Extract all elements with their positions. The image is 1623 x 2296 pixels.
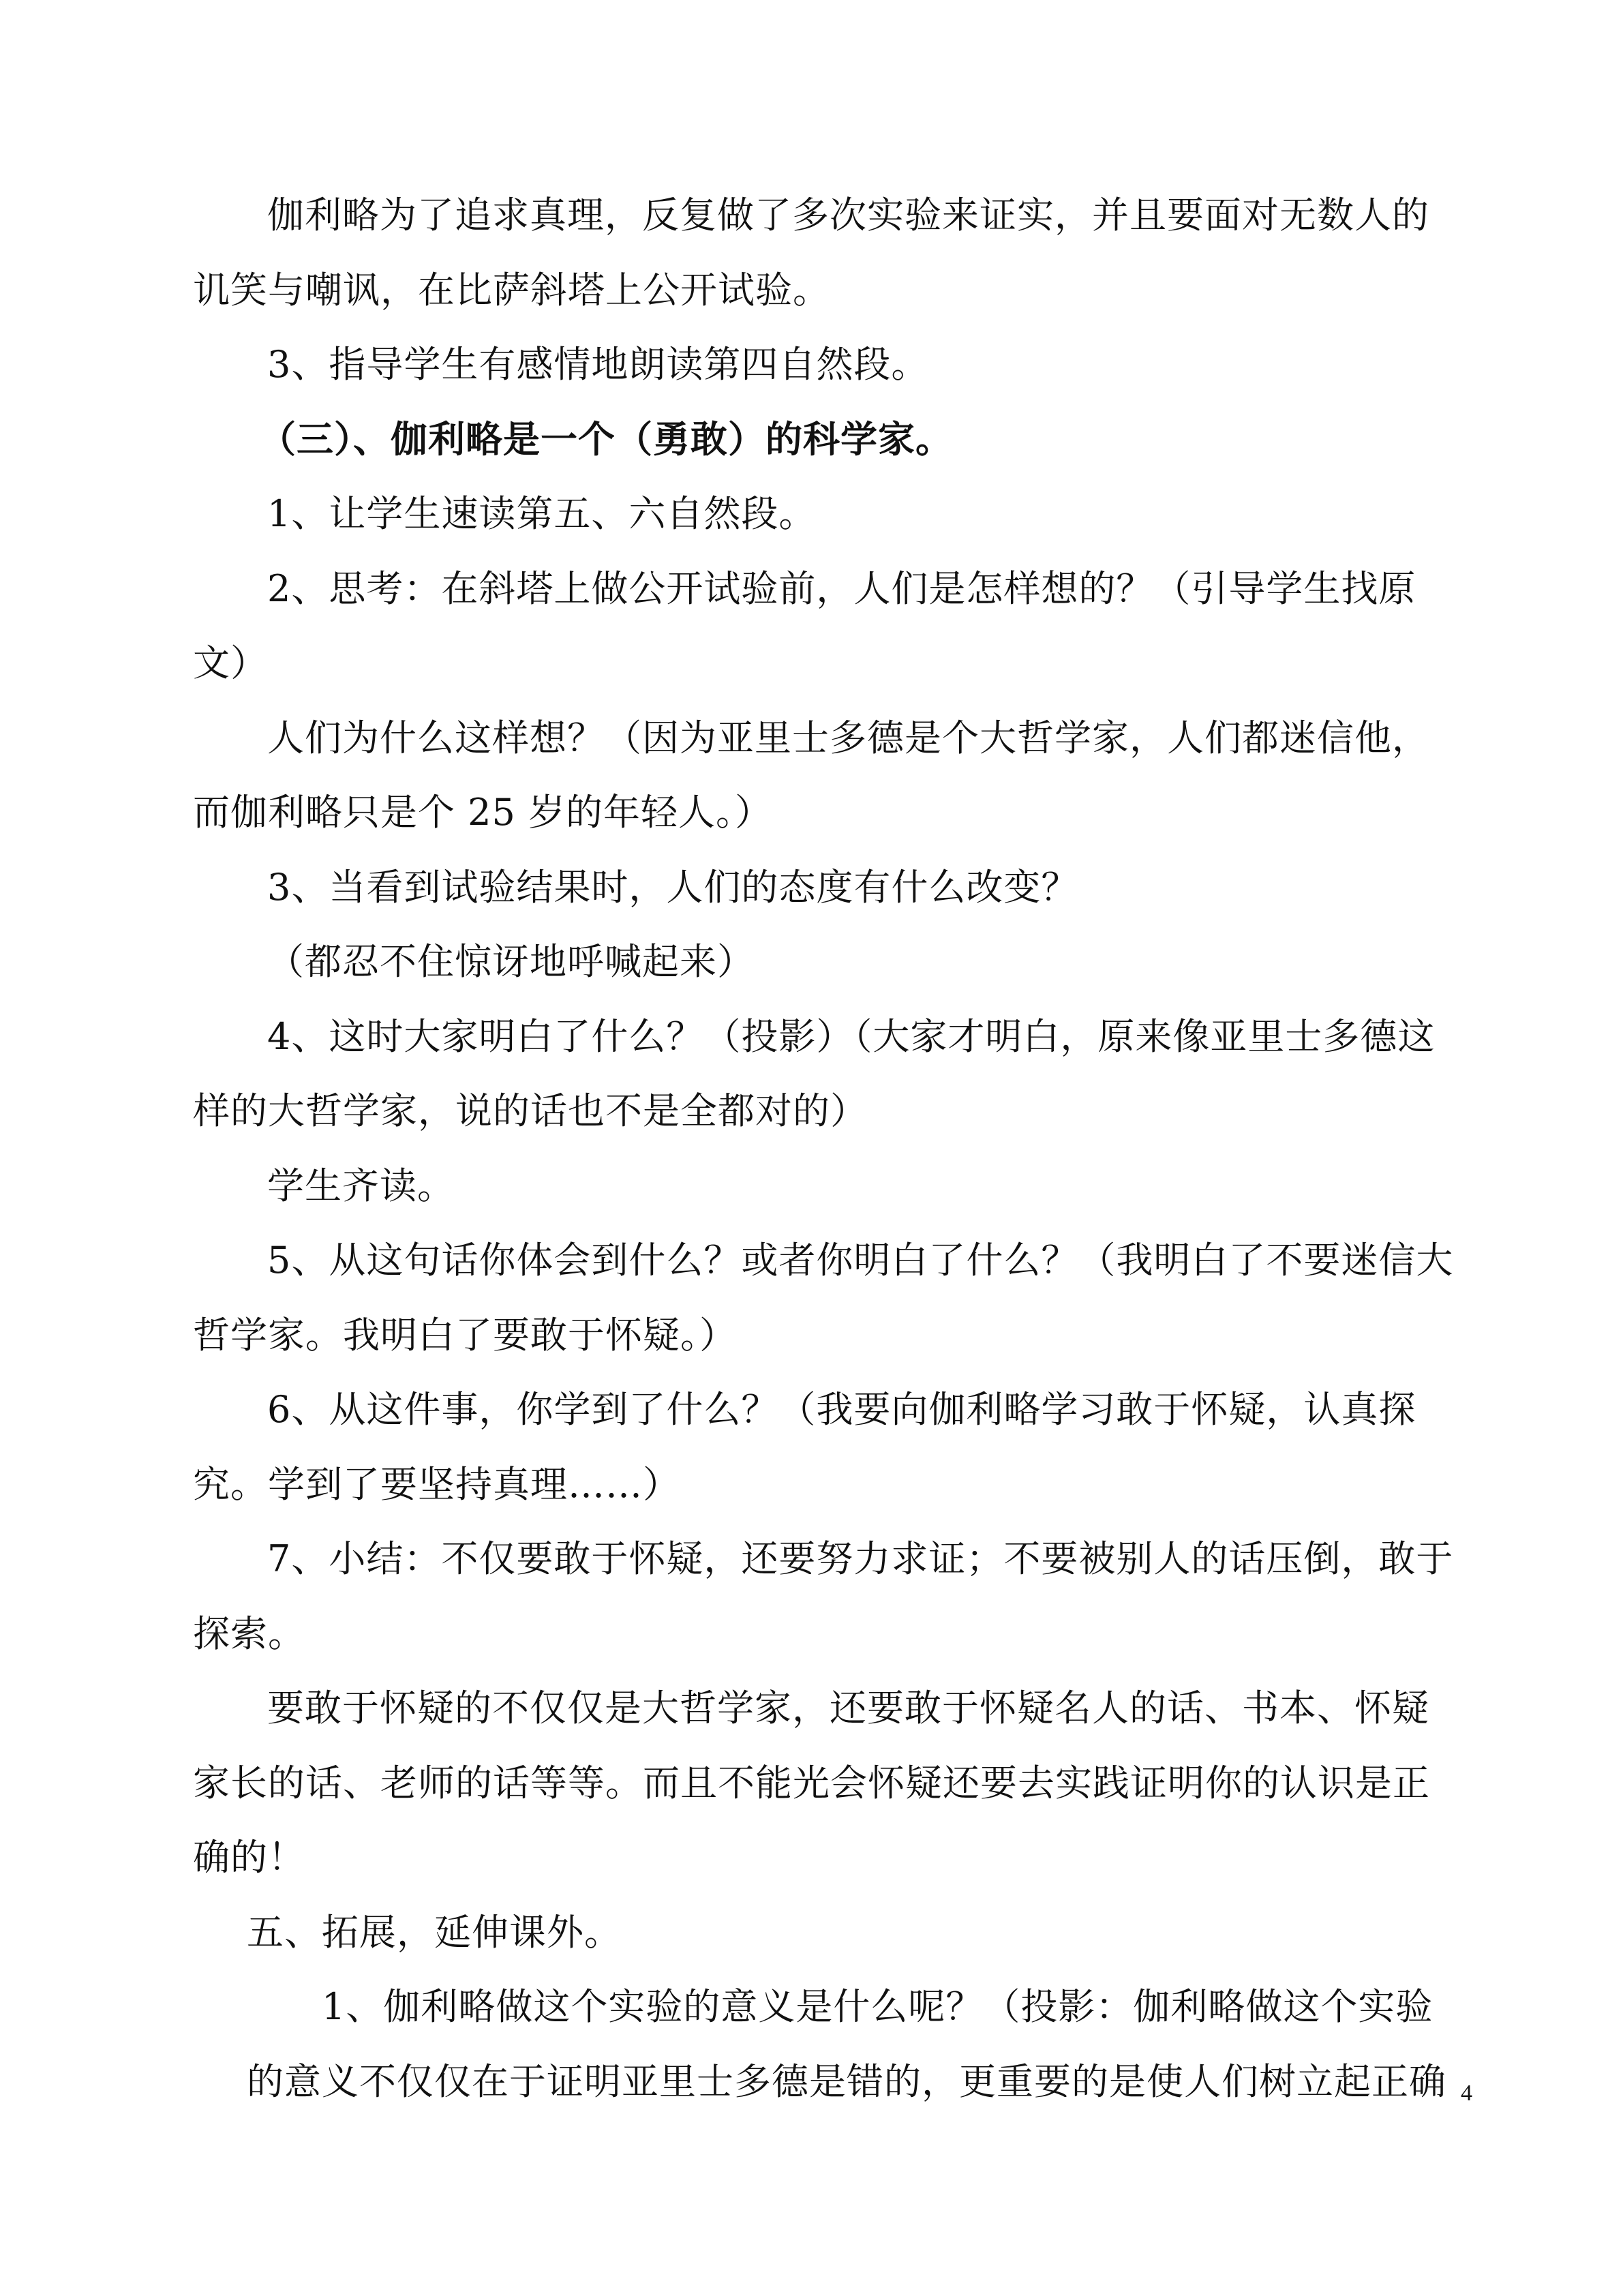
list-item-line: 6、从这件事，你学到了什么？（我要向伽利略学习敢于怀疑，认真探 — [267, 1388, 1416, 1431]
list-item-line: 1、让学生速读第五、六自然段。 — [267, 492, 817, 535]
paragraph-line: 讥笑与嘲讽，在比萨斜塔上公开试验。 — [193, 269, 830, 312]
paragraph-line: 哲学家。我明白了要敢于怀疑。） — [193, 1314, 737, 1357]
list-item-line: 5、从这句话你体会到什么？或者你明白了什么？（我明白了不要迷信大 — [267, 1239, 1454, 1282]
paragraph-line: （都忍不住惊讶地呼喊起来） — [267, 940, 755, 983]
paragraph-line: 伽利略为了追求真理，反复做了多次实验来证实，并且要面对无数人的 — [267, 194, 1429, 237]
list-item-line: 4、这时大家明白了什么？（投影）（大家才明白，原来像亚里士多德这 — [267, 1015, 1436, 1058]
list-item-line: 7、小结：不仅要敢于怀疑，还要努力求证；不要被别人的话压倒，敢于 — [267, 1537, 1454, 1580]
paragraph-line: 究。学到了要坚持真理……） — [193, 1463, 680, 1506]
paragraph-line: 要敢于怀疑的不仅仅是大哲学家，还要敢于怀疑名人的话、书本、怀疑 — [267, 1687, 1429, 1729]
paragraph-line: 的意义不仅仅在于证明亚里士多德是错的，更重要的是使人们树立起正确 — [247, 2060, 1446, 2103]
list-item-line: 2、思考：在斜塔上做公开试验前，人们是怎样想的？（引导学生找原 — [267, 567, 1416, 610]
paragraph-line: 探索。 — [193, 1612, 305, 1655]
paragraph-line: 人们为什么这样想？（因为亚里士多德是个大哲学家，人们都迷信他， — [267, 716, 1429, 759]
paragraph-line: 而伽利略只是个 25 岁的年轻人。） — [193, 791, 773, 834]
list-item-line: 1、伽利略做这个实验的意义是什么呢？（投影：伽利略做这个实验 — [322, 1985, 1434, 2028]
section-heading: （三）、伽利略是一个（勇敢）的科学家。 — [259, 418, 953, 461]
paragraph-line: 确的！ — [193, 1836, 305, 1879]
page-number: 4 — [1461, 2081, 1472, 2106]
paragraph-line: 家长的话、老师的话等等。而且不能光会怀疑还要去实践证明你的认识是正 — [193, 1762, 1430, 1804]
section-heading: 五、拓展，延伸课外。 — [247, 1911, 622, 1954]
list-item-line: 3、当看到试验结果时，人们的态度有什么改变？ — [267, 866, 1079, 909]
paragraph-line: 学生齐读。 — [267, 1164, 455, 1207]
paragraph-line: 文） — [193, 641, 268, 684]
list-item-line: 3、指导学生有感情地朗读第四自然段。 — [267, 343, 929, 386]
paragraph-line: 样的大哲学家，说的话也不是全都对的） — [193, 1089, 868, 1132]
